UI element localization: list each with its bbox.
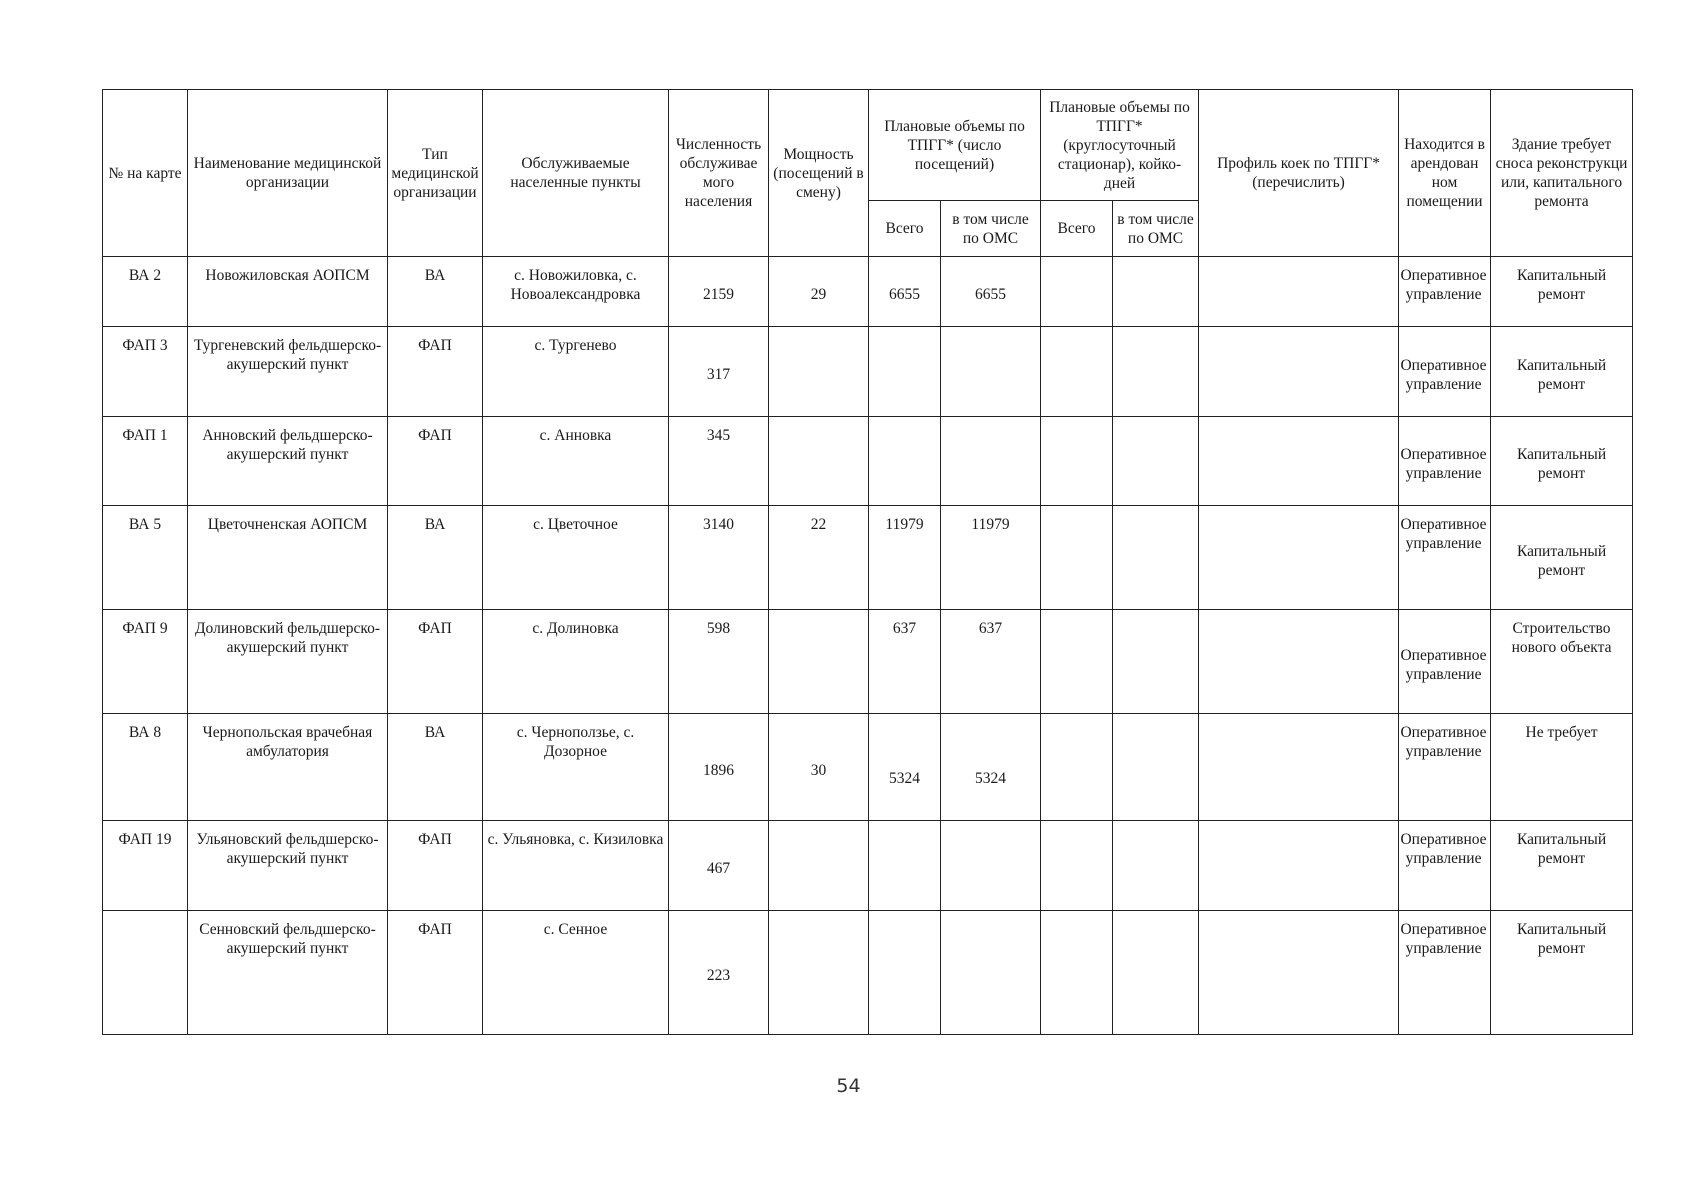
cell-settlements: с. Новожиловка, с. Новоалександровка <box>483 257 669 327</box>
subheader-visits-total: Всего <box>869 201 941 257</box>
header-building-needs: Здание требует сноса реконструкци или, капитального ремонта <box>1491 90 1633 257</box>
cell-map-no: ФАП 19 <box>103 821 188 911</box>
table-row <box>103 821 1633 911</box>
table-row <box>103 417 1633 506</box>
cell-org-type: ВА <box>388 506 483 610</box>
cell-building: Не требует <box>1491 714 1633 821</box>
cell-visits-total: 637 <box>869 610 941 714</box>
cell-org-name: Долиновский фельдшерско-акушерский пункт <box>188 610 388 714</box>
cell-beds-total <box>1041 610 1113 714</box>
cell-population: 3140 <box>669 506 769 610</box>
cell-settlements: с. Ульяновка, с. Кизиловка <box>483 821 669 911</box>
cell-premises: Оперативное управление <box>1399 506 1491 610</box>
cell-population: 2159 <box>669 257 769 327</box>
cell-beds-total <box>1041 911 1113 1035</box>
cell-map-no: ВА 8 <box>103 714 188 821</box>
cell-beds-total <box>1041 417 1113 506</box>
header-bed-profile: Профиль коек по ТПГГ* (перечислить) <box>1199 90 1399 257</box>
table-row <box>103 714 1633 821</box>
header-rented: Находится в арендован ном помещении <box>1399 90 1491 257</box>
cell-bed-profile <box>1199 821 1399 911</box>
cell-map-no: ВА 2 <box>103 257 188 327</box>
cell-org-name: Новожиловская АОПСМ <box>188 257 388 327</box>
cell-settlements: с. Черноползье, с. Дозорное <box>483 714 669 821</box>
table-row <box>103 506 1633 610</box>
cell-settlements: с. Анновка <box>483 417 669 506</box>
cell-settlements: с. Сенное <box>483 911 669 1035</box>
cell-beds-oms <box>1113 506 1199 610</box>
cell-capacity <box>769 911 869 1035</box>
cell-map-no: ФАП 1 <box>103 417 188 506</box>
cell-visits-oms: 6655 <box>941 257 1041 327</box>
cell-bed-profile <box>1199 327 1399 417</box>
cell-settlements: с. Тургенево <box>483 327 669 417</box>
cell-population: 223 <box>669 911 769 1035</box>
header-settlements: Обслуживаемые населенные пункты <box>483 90 669 257</box>
cell-capacity <box>769 821 869 911</box>
cell-population: 1896 <box>669 714 769 821</box>
cell-beds-total <box>1041 821 1113 911</box>
subheader-visits-oms: в том числе по ОМС <box>941 201 1041 257</box>
header-capacity: Мощность (посещений в смену) <box>769 90 869 257</box>
cell-building: Капитальный ремонт <box>1491 821 1633 911</box>
cell-bed-profile <box>1199 714 1399 821</box>
cell-visits-oms <box>941 417 1041 506</box>
cell-org-type: ФАП <box>388 417 483 506</box>
cell-premises: Оперативное управление <box>1399 911 1491 1035</box>
cell-map-no: ФАП 9 <box>103 610 188 714</box>
cell-bed-profile <box>1199 610 1399 714</box>
cell-population: 317 <box>669 327 769 417</box>
cell-capacity: 30 <box>769 714 869 821</box>
cell-beds-total <box>1041 257 1113 327</box>
cell-building: Капитальный ремонт <box>1491 327 1633 417</box>
cell-visits-oms: 11979 <box>941 506 1041 610</box>
cell-settlements: с. Цветочное <box>483 506 669 610</box>
cell-org-type: ФАП <box>388 327 483 417</box>
page-number: 54 <box>836 1075 861 1097</box>
cell-map-no <box>103 911 188 1035</box>
cell-map-no: ВА 5 <box>103 506 188 610</box>
header-population: Численность обслуживае мого населения <box>669 90 769 257</box>
cell-building: Капитальный ремонт <box>1491 257 1633 327</box>
cell-beds-oms <box>1113 610 1199 714</box>
cell-visits-oms <box>941 327 1041 417</box>
cell-settlements: с. Долиновка <box>483 610 669 714</box>
cell-org-name: Ульяновский фельдшерско-акушерский пункт <box>188 821 388 911</box>
cell-capacity <box>769 610 869 714</box>
cell-org-type: ФАП <box>388 610 483 714</box>
cell-beds-total <box>1041 327 1113 417</box>
subheader-beds-total: Всего <box>1041 201 1113 257</box>
cell-beds-total <box>1041 506 1113 610</box>
table-row <box>103 911 1633 1035</box>
cell-org-name: Тургеневский фельдшерско-акушерский пункт <box>188 327 388 417</box>
header-org-type: Тип медицинской организации <box>388 90 483 257</box>
cell-org-type: ВА <box>388 714 483 821</box>
cell-building: Капитальный ремонт <box>1491 911 1633 1035</box>
cell-org-name: Цветочненская АОПСМ <box>188 506 388 610</box>
cell-capacity: 29 <box>769 257 869 327</box>
cell-beds-oms <box>1113 714 1199 821</box>
cell-visits-oms <box>941 821 1041 911</box>
cell-premises: Оперативное управление <box>1399 327 1491 417</box>
cell-premises: Оперативное управление <box>1399 714 1491 821</box>
cell-visits-total <box>869 417 941 506</box>
cell-visits-total: 5324 <box>869 714 941 821</box>
cell-bed-profile <box>1199 911 1399 1035</box>
cell-map-no: ФАП 3 <box>103 327 188 417</box>
cell-premises: Оперативное управление <box>1399 610 1491 714</box>
cell-premises: Оперативное управление <box>1399 257 1491 327</box>
cell-capacity <box>769 327 869 417</box>
cell-population: 598 <box>669 610 769 714</box>
cell-org-type: ФАП <box>388 911 483 1035</box>
cell-beds-oms <box>1113 911 1199 1035</box>
cell-visits-total: 6655 <box>869 257 941 327</box>
cell-capacity: 22 <box>769 506 869 610</box>
cell-premises: Оперативное управление <box>1399 417 1491 506</box>
table-row <box>103 610 1633 714</box>
cell-visits-oms: 637 <box>941 610 1041 714</box>
cell-org-name: Сенновский фельдшерско-акушерский пункт <box>188 911 388 1035</box>
cell-building: Капитальный ремонт <box>1491 417 1633 506</box>
header-map-no: № на карте <box>103 90 188 257</box>
table-row <box>103 327 1633 417</box>
cell-bed-profile <box>1199 417 1399 506</box>
cell-beds-total <box>1041 714 1113 821</box>
cell-visits-total: 11979 <box>869 506 941 610</box>
cell-org-type: ВА <box>388 257 483 327</box>
cell-visits-oms <box>941 911 1041 1035</box>
cell-visits-total <box>869 327 941 417</box>
cell-beds-oms <box>1113 417 1199 506</box>
cell-population: 467 <box>669 821 769 911</box>
header-planned-visits: Плановые объемы по ТПГГ* (число посещений) <box>869 90 1041 201</box>
subheader-beds-oms: в том числе по ОМС <box>1113 201 1199 257</box>
cell-beds-oms <box>1113 821 1199 911</box>
header-planned-bed-days: Плановые объемы по ТПГГ* (круглосуточный стационар), койко-дней <box>1041 90 1199 201</box>
cell-beds-oms <box>1113 257 1199 327</box>
cell-org-name: Анновский фельдшерско-акушерский пункт <box>188 417 388 506</box>
cell-building: Капитальный ремонт <box>1491 506 1633 610</box>
cell-bed-profile <box>1199 506 1399 610</box>
cell-population: 345 <box>669 417 769 506</box>
cell-visits-total <box>869 911 941 1035</box>
cell-org-type: ФАП <box>388 821 483 911</box>
header-org-name: Наименование медицинской организации <box>188 90 388 257</box>
cell-visits-oms: 5324 <box>941 714 1041 821</box>
cell-org-name: Чернопольская врачебная амбулатория <box>188 714 388 821</box>
medical-organizations-table <box>102 89 1633 1035</box>
cell-capacity <box>769 417 869 506</box>
cell-bed-profile <box>1199 257 1399 327</box>
cell-visits-total <box>869 821 941 911</box>
cell-building: Строительство нового объекта <box>1491 610 1633 714</box>
table-row <box>103 257 1633 327</box>
cell-beds-oms <box>1113 327 1199 417</box>
cell-premises: Оперативное управление <box>1399 821 1491 911</box>
